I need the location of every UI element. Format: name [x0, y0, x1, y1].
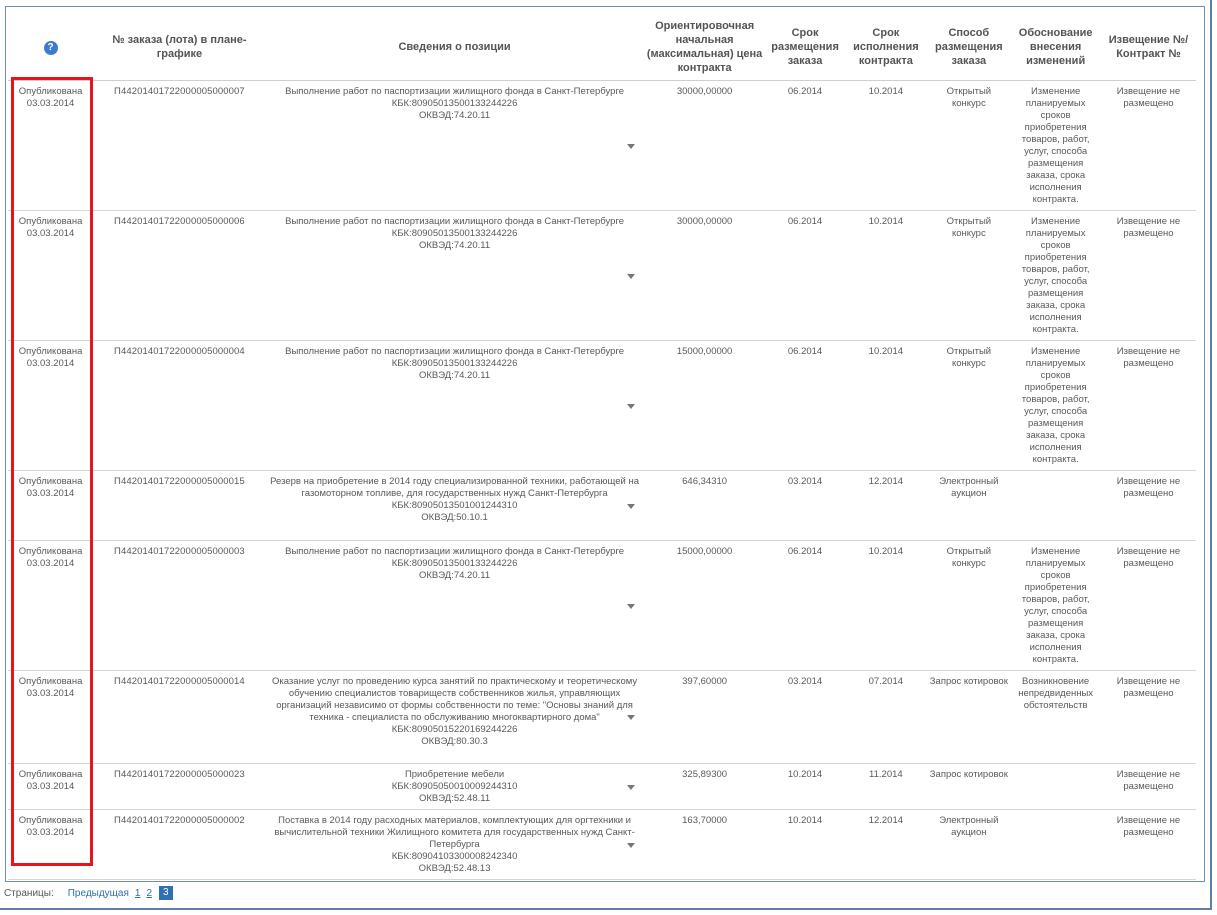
pagination-label: Страницы:	[4, 887, 54, 899]
change-reason-header: Обоснование внесения изменений	[1010, 14, 1101, 81]
price-cell: 325,89300	[643, 764, 765, 810]
order-number: П44201401722000005000002	[93, 810, 266, 880]
notice-cell: Извещение не размещено	[1101, 341, 1196, 471]
kbk-code: КБК:80905013501001244310	[391, 500, 518, 511]
publish-date: 03.03.2014	[26, 488, 75, 499]
position-description: Выполнение работ по паспортизации жилищного фонда в Санкт-Петербурге	[285, 216, 624, 227]
status-cell	[8, 471, 93, 541]
position-info-cell[interactable]	[266, 81, 644, 211]
notice-cell: Извещение не размещено	[1101, 81, 1196, 211]
position-info-cell[interactable]	[266, 541, 644, 671]
placement-date-cell: 03.2014	[766, 471, 845, 541]
okved-code: ОКВЭД:74.20.11	[419, 370, 491, 381]
placement-method-cell: Запрос котировок	[927, 671, 1010, 764]
status-text: Опубликована	[18, 815, 83, 826]
placement-date-cell: 06.2014	[766, 541, 845, 671]
position-info-cell[interactable]	[266, 764, 644, 810]
price-cell: 30000,00000	[643, 211, 765, 341]
publish-date: 03.03.2014	[26, 358, 75, 369]
expand-arrow-icon[interactable]	[627, 843, 635, 848]
price-cell: 163,70000	[643, 810, 765, 880]
notice-cell: Извещение не размещено	[1101, 541, 1196, 671]
placement-method-cell: Электронный аукцион	[927, 810, 1010, 880]
price-cell: 397,60000	[643, 671, 765, 764]
execution-date-cell: 10.2014	[844, 211, 927, 341]
execution-date-cell: 07.2014	[844, 671, 927, 764]
placement-method-cell: Открытый конкурс	[927, 211, 1010, 341]
table-header-row	[8, 14, 1196, 81]
order-number: П44201401722000005000004	[93, 341, 266, 471]
change-reason-cell: Изменение планируемых сроков приобретения товаров, работ, услуг, способа размещения заказа, срока исполнения контракта.	[1010, 341, 1101, 471]
position-description: Резерв на приобретение в 2014 году специализированной техники, работающей на газомоторном топливе, для государственных нужд Санкт-Петербурга	[270, 476, 640, 499]
change-reason-cell: Возникновение непредвиденных обстоятельств	[1010, 671, 1101, 764]
change-reason-cell: Изменение планируемых сроков приобретения товаров, работ, услуг, способа размещения заказа, срока исполнения контракта.	[1010, 211, 1101, 341]
status-text: Опубликована	[18, 86, 83, 97]
kbk-code: КБК:80905013500133244226	[391, 558, 518, 569]
status-text: Опубликована	[18, 676, 83, 687]
publish-date: 03.03.2014	[26, 558, 75, 569]
publish-date: 03.03.2014	[26, 228, 75, 239]
placement-date-cell: 10.2014	[766, 764, 845, 810]
price-header: Ориентировочная начальная (максимальная) цена контракта	[643, 14, 765, 81]
status-cell	[8, 671, 93, 764]
okved-code: ОКВЭД:80.30.3	[421, 736, 488, 747]
schedule-table	[8, 14, 1196, 880]
position-info-cell[interactable]	[266, 341, 644, 471]
change-reason-cell	[1010, 471, 1101, 541]
order-number: П44201401722000005000006	[93, 211, 266, 341]
price-cell: 15000,00000	[643, 341, 765, 471]
execution-date-cell: 10.2014	[844, 541, 927, 671]
position-description: Оказание услуг по проведению курса занятий по практическому и теоретическому обучению специалистов товариществ собственников жилья, управляющих организаций независимо от формы собственности по теме: "Основы знаний для техника - специалиста по обслуживанию многоквартирного дома"	[272, 676, 638, 723]
position-info-cell[interactable]	[266, 671, 644, 764]
table-row	[8, 671, 1196, 764]
table-row	[8, 471, 1196, 541]
position-info-cell[interactable]	[266, 810, 644, 880]
table-row	[8, 341, 1196, 471]
placement-method-cell: Запрос котировок	[927, 764, 1010, 810]
position-info-cell[interactable]	[266, 211, 644, 341]
expand-arrow-icon[interactable]	[627, 604, 635, 609]
expand-arrow-icon[interactable]	[627, 504, 635, 509]
publish-date: 03.03.2014	[26, 781, 75, 792]
publish-date: 03.03.2014	[26, 827, 75, 838]
publish-date: 03.03.2014	[26, 98, 75, 109]
status-text: Опубликована	[18, 546, 83, 557]
status-cell	[8, 211, 93, 341]
placement-method-cell: Открытый конкурс	[927, 541, 1010, 671]
placement-method-cell: Открытый конкурс	[927, 341, 1010, 471]
status-cell	[8, 541, 93, 671]
execution-date-cell: 12.2014	[844, 471, 927, 541]
order-number: П44201401722000005000014	[93, 671, 266, 764]
change-reason-cell: Изменение планируемых сроков приобретения товаров, работ, услуг, способа размещения заказа, срока исполнения контракта.	[1010, 81, 1101, 211]
placement-date-cell: 10.2014	[766, 810, 845, 880]
table-row	[8, 764, 1196, 810]
position-info-header: Сведения о позиции	[266, 14, 644, 81]
kbk-code: КБК:80905013500133244226	[391, 358, 518, 369]
execution-date-cell: 11.2014	[844, 764, 927, 810]
table-row	[8, 810, 1196, 880]
order-number-header: № заказа (лота) в плане-графике	[93, 14, 266, 81]
notice-cell: Извещение не размещено	[1101, 211, 1196, 341]
status-header[interactable]	[8, 14, 93, 81]
position-description: Приобретение мебели	[404, 769, 505, 780]
expand-arrow-icon[interactable]	[627, 785, 635, 790]
price-cell: 30000,00000	[643, 81, 765, 211]
execution-date-cell: 10.2014	[844, 81, 927, 211]
okved-code: ОКВЭД:74.20.11	[419, 570, 491, 581]
notice-header: Извещение №/ Контракт №	[1101, 14, 1196, 81]
placement-method-header: Способ размещения заказа	[927, 14, 1010, 81]
position-description: Выполнение работ по паспортизации жилищного фонда в Санкт-Петербурге	[285, 346, 624, 357]
placement-method-cell: Открытый конкурс	[927, 81, 1010, 211]
order-number: П44201401722000005000015	[93, 471, 266, 541]
status-text: Опубликована	[18, 769, 83, 780]
notice-cell: Извещение не размещено	[1101, 471, 1196, 541]
notice-cell: Извещение не размещено	[1101, 764, 1196, 810]
okved-code: ОКВЭД:52.48.11	[419, 793, 491, 804]
window-right-border	[1210, 0, 1212, 910]
previous-page-link[interactable]: Предыдущая	[67, 887, 129, 899]
change-reason-cell	[1010, 810, 1101, 880]
change-reason-cell	[1010, 764, 1101, 810]
placement-date-header: Срок размещения заказа	[766, 14, 845, 81]
notice-cell: Извещение не размещено	[1101, 810, 1196, 880]
table-row	[8, 541, 1196, 671]
pagination	[4, 886, 173, 900]
kbk-code: КБК:80905013500133244226	[391, 228, 518, 239]
kbk-code: КБК:80905015220169244226	[391, 724, 518, 735]
expand-arrow-icon[interactable]	[627, 404, 635, 409]
execution-date-cell: 10.2014	[844, 341, 927, 471]
okved-code: ОКВЭД:74.20.11	[419, 110, 491, 121]
status-text: Опубликована	[18, 476, 83, 487]
execution-date-cell: 12.2014	[844, 810, 927, 880]
position-description: Выполнение работ по паспортизации жилищного фонда в Санкт-Петербурге	[285, 546, 624, 557]
current-page: 3	[159, 886, 173, 900]
status-cell	[8, 764, 93, 810]
window-bottom-border	[0, 908, 1212, 910]
page-link-1[interactable]: 1	[134, 887, 141, 899]
status-text: Опубликована	[18, 216, 83, 227]
help-icon[interactable]: ?	[44, 41, 58, 55]
placement-method-cell: Электронный аукцион	[927, 471, 1010, 541]
table-row	[8, 81, 1196, 211]
execution-date-header: Срок исполнения контракта	[844, 14, 927, 81]
expand-arrow-icon[interactable]	[627, 144, 635, 149]
position-description: Поставка в 2014 году расходных материалов, комплектующих для оргтехники и вычислительной техники Жилищного комитета для государственных нужд Санкт-Петербурга	[274, 815, 635, 850]
status-cell	[8, 81, 93, 211]
price-cell: 646,34310	[643, 471, 765, 541]
kbk-code: КБК:80905013500133244226	[391, 98, 518, 109]
status-text: Опубликована	[18, 346, 83, 357]
order-number: П44201401722000005000003	[93, 541, 266, 671]
status-cell	[8, 810, 93, 880]
expand-arrow-icon[interactable]	[627, 274, 635, 279]
placement-date-cell: 06.2014	[766, 81, 845, 211]
order-number: П44201401722000005000023	[93, 764, 266, 810]
expand-arrow-icon[interactable]	[627, 715, 635, 720]
change-reason-cell: Изменение планируемых сроков приобретения товаров, работ, услуг, способа размещения заказа, срока исполнения контракта.	[1010, 541, 1101, 671]
page-link-2[interactable]: 2	[146, 887, 153, 899]
order-number: П44201401722000005000007	[93, 81, 266, 211]
okved-code: ОКВЭД:52.48.13	[418, 863, 491, 874]
kbk-code: КБК:80904103300008242340	[391, 851, 518, 862]
price-cell: 15000,00000	[643, 541, 765, 671]
status-cell	[8, 341, 93, 471]
position-description: Выполнение работ по паспортизации жилищного фонда в Санкт-Петербурге	[285, 86, 624, 97]
position-info-cell[interactable]	[266, 471, 644, 541]
kbk-code: КБК:80905050010009244310	[391, 781, 518, 792]
okved-code: ОКВЭД:74.20.11	[419, 240, 491, 251]
publish-date: 03.03.2014	[26, 688, 75, 699]
placement-date-cell: 06.2014	[766, 341, 845, 471]
notice-cell: Извещение не размещено	[1101, 671, 1196, 764]
placement-date-cell: 03.2014	[766, 671, 845, 764]
placement-date-cell: 06.2014	[766, 211, 845, 341]
okved-code: ОКВЭД:50.10.1	[421, 512, 488, 523]
table-row	[8, 211, 1196, 341]
